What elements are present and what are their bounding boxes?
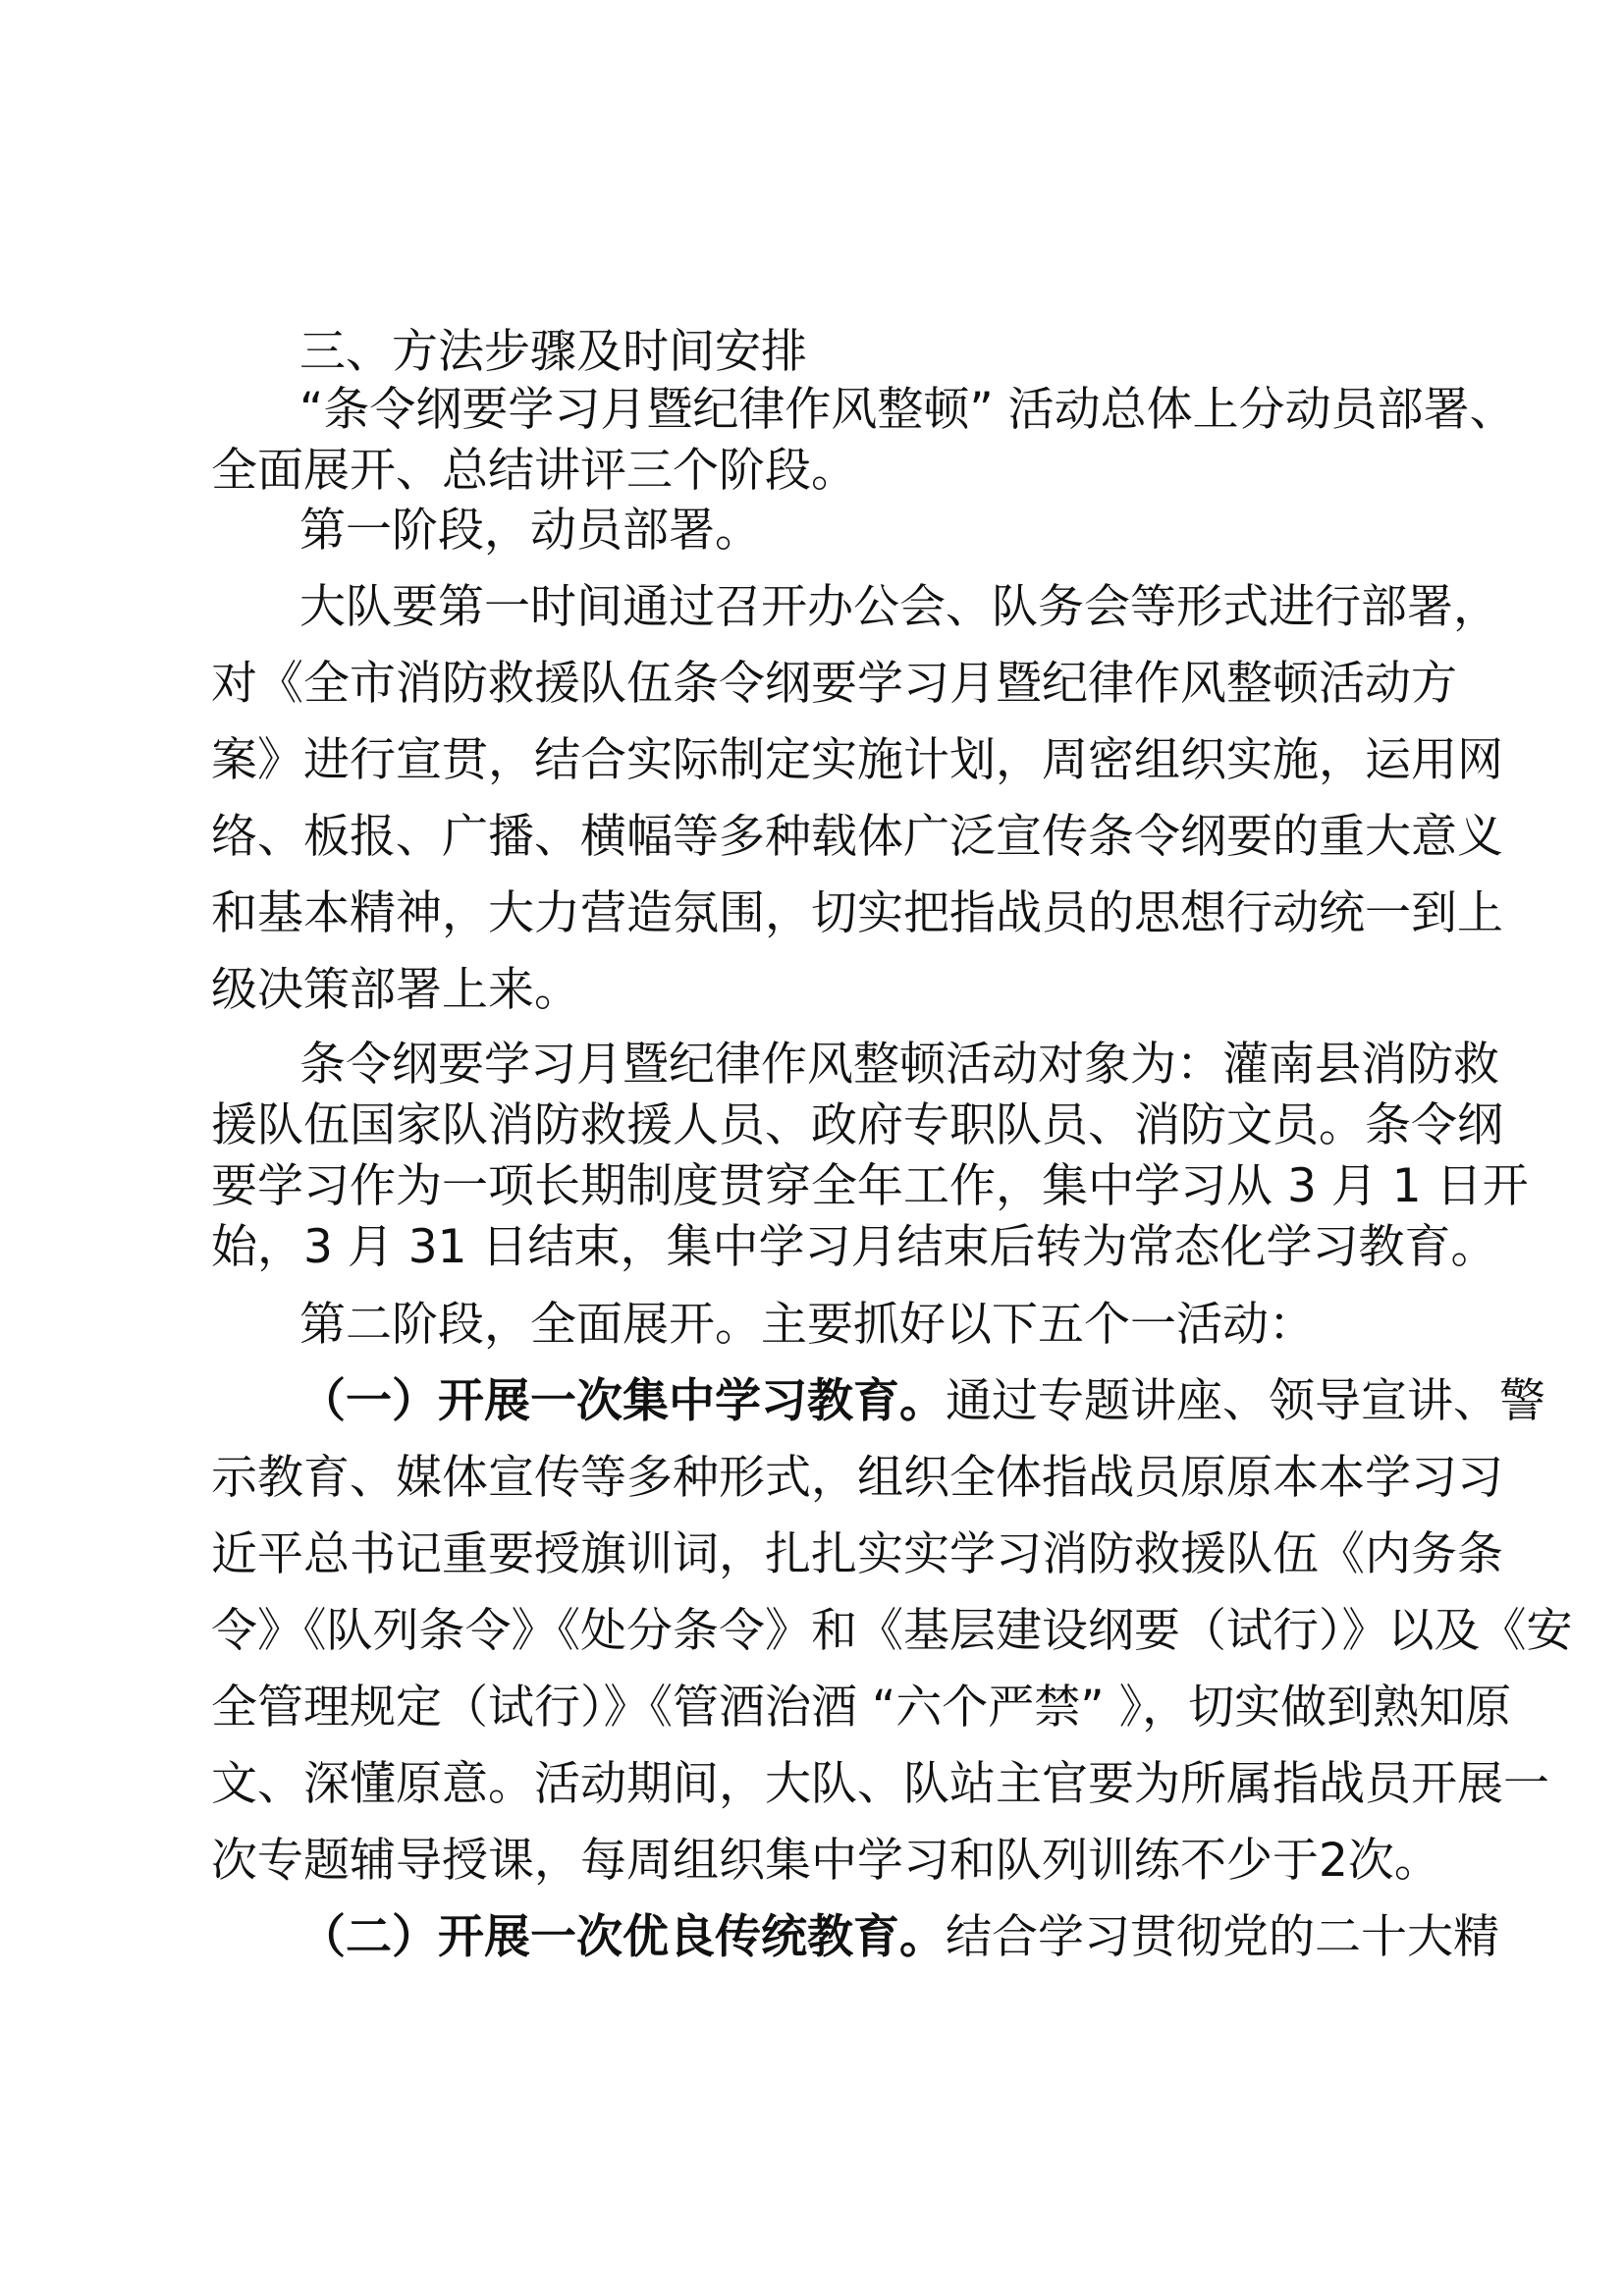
stage-heading: 第一阶段，动员部署。 [299,504,761,558]
paragraph-line: 案》进行宣贯，结合实际制定实施计划，周密组织实施，运用网 [211,733,1503,787]
paragraph-line: 示教育、媒体宣传等多种形式，组织全体指战员原原本本学习习 [211,1451,1503,1505]
paragraph-line: 对《全市消防救援队伍条令纲要学习月暨纪律作风整顿活动方 [211,657,1457,711]
list-item-1-text: 通过专题讲座、领导宣讲、警 [946,1374,1545,1428]
paragraph-line: “条令纲要学习月暨纪律作风整顿” 活动总体上分动员部署、 [299,383,1516,437]
paragraph-line: 要学习作为一项长期制度贯穿全年工作，集中学习从 3 月 1 日开 [211,1159,1529,1213]
list-item-1-heading: （一）开展一次集中学习教育。 [299,1374,946,1428]
section-heading: 三、方法步骤及时间安排 [299,325,807,379]
paragraph-line: 文、深懂原意。活动期间，大队、队站主官要为所属指战员开展一 [211,1757,1549,1811]
list-item-2-text: 结合学习贯彻党的二十大精 [946,1910,1499,1964]
paragraph-line: 全面展开、总结讲评三个阶段。 [211,444,857,498]
list-item-1-first-line [299,1374,1545,1429]
paragraph-line: 条令纲要学习月暨纪律作风整顿活动对象为：灌南县消防救 [299,1038,1499,1092]
list-item-2-first-line [299,1910,1499,1965]
paragraph-line: 令》《队列条令》《处分条令》和《基层建设纲要（试行）》以及《安 [211,1604,1573,1658]
paragraph-line: 大队要第一时间通过召开办公会、队务会等形式进行部署， [299,580,1499,634]
list-item-2-heading: （二）开展一次优良传统教育。 [299,1910,946,1964]
paragraph-line: 级决策部署上来。 [211,963,580,1017]
paragraph-line: 援队伍国家队消防救援人员、政府专职队员、消防文员。条令纲 [211,1098,1503,1152]
paragraph-line: 始，3 月 31 日结束，集中学习月结束后转为常态化学习教育。 [211,1220,1497,1274]
stage-heading: 第二阶段，全面展开。主要抓好以下五个一活动： [299,1298,1315,1352]
paragraph-line: 近平总书记重要授旗训词，扎扎实实学习消防救援队伍《内务条 [211,1527,1503,1581]
paragraph-line: 络、板报、广播、横幅等多种载体广泛宣传条令纲要的重大意义 [211,810,1503,864]
paragraph-line: 全管理规定（试行）》《管酒治酒 “六个严禁” 》，切实做到熟知原 [211,1681,1512,1735]
paragraph-line: 次专题辅导授课，每周组织集中学习和队列训练不少于2次。 [211,1834,1440,1888]
paragraph-line: 和基本精神，大力营造氛围，切实把指战员的思想行动统一到上 [211,886,1503,940]
